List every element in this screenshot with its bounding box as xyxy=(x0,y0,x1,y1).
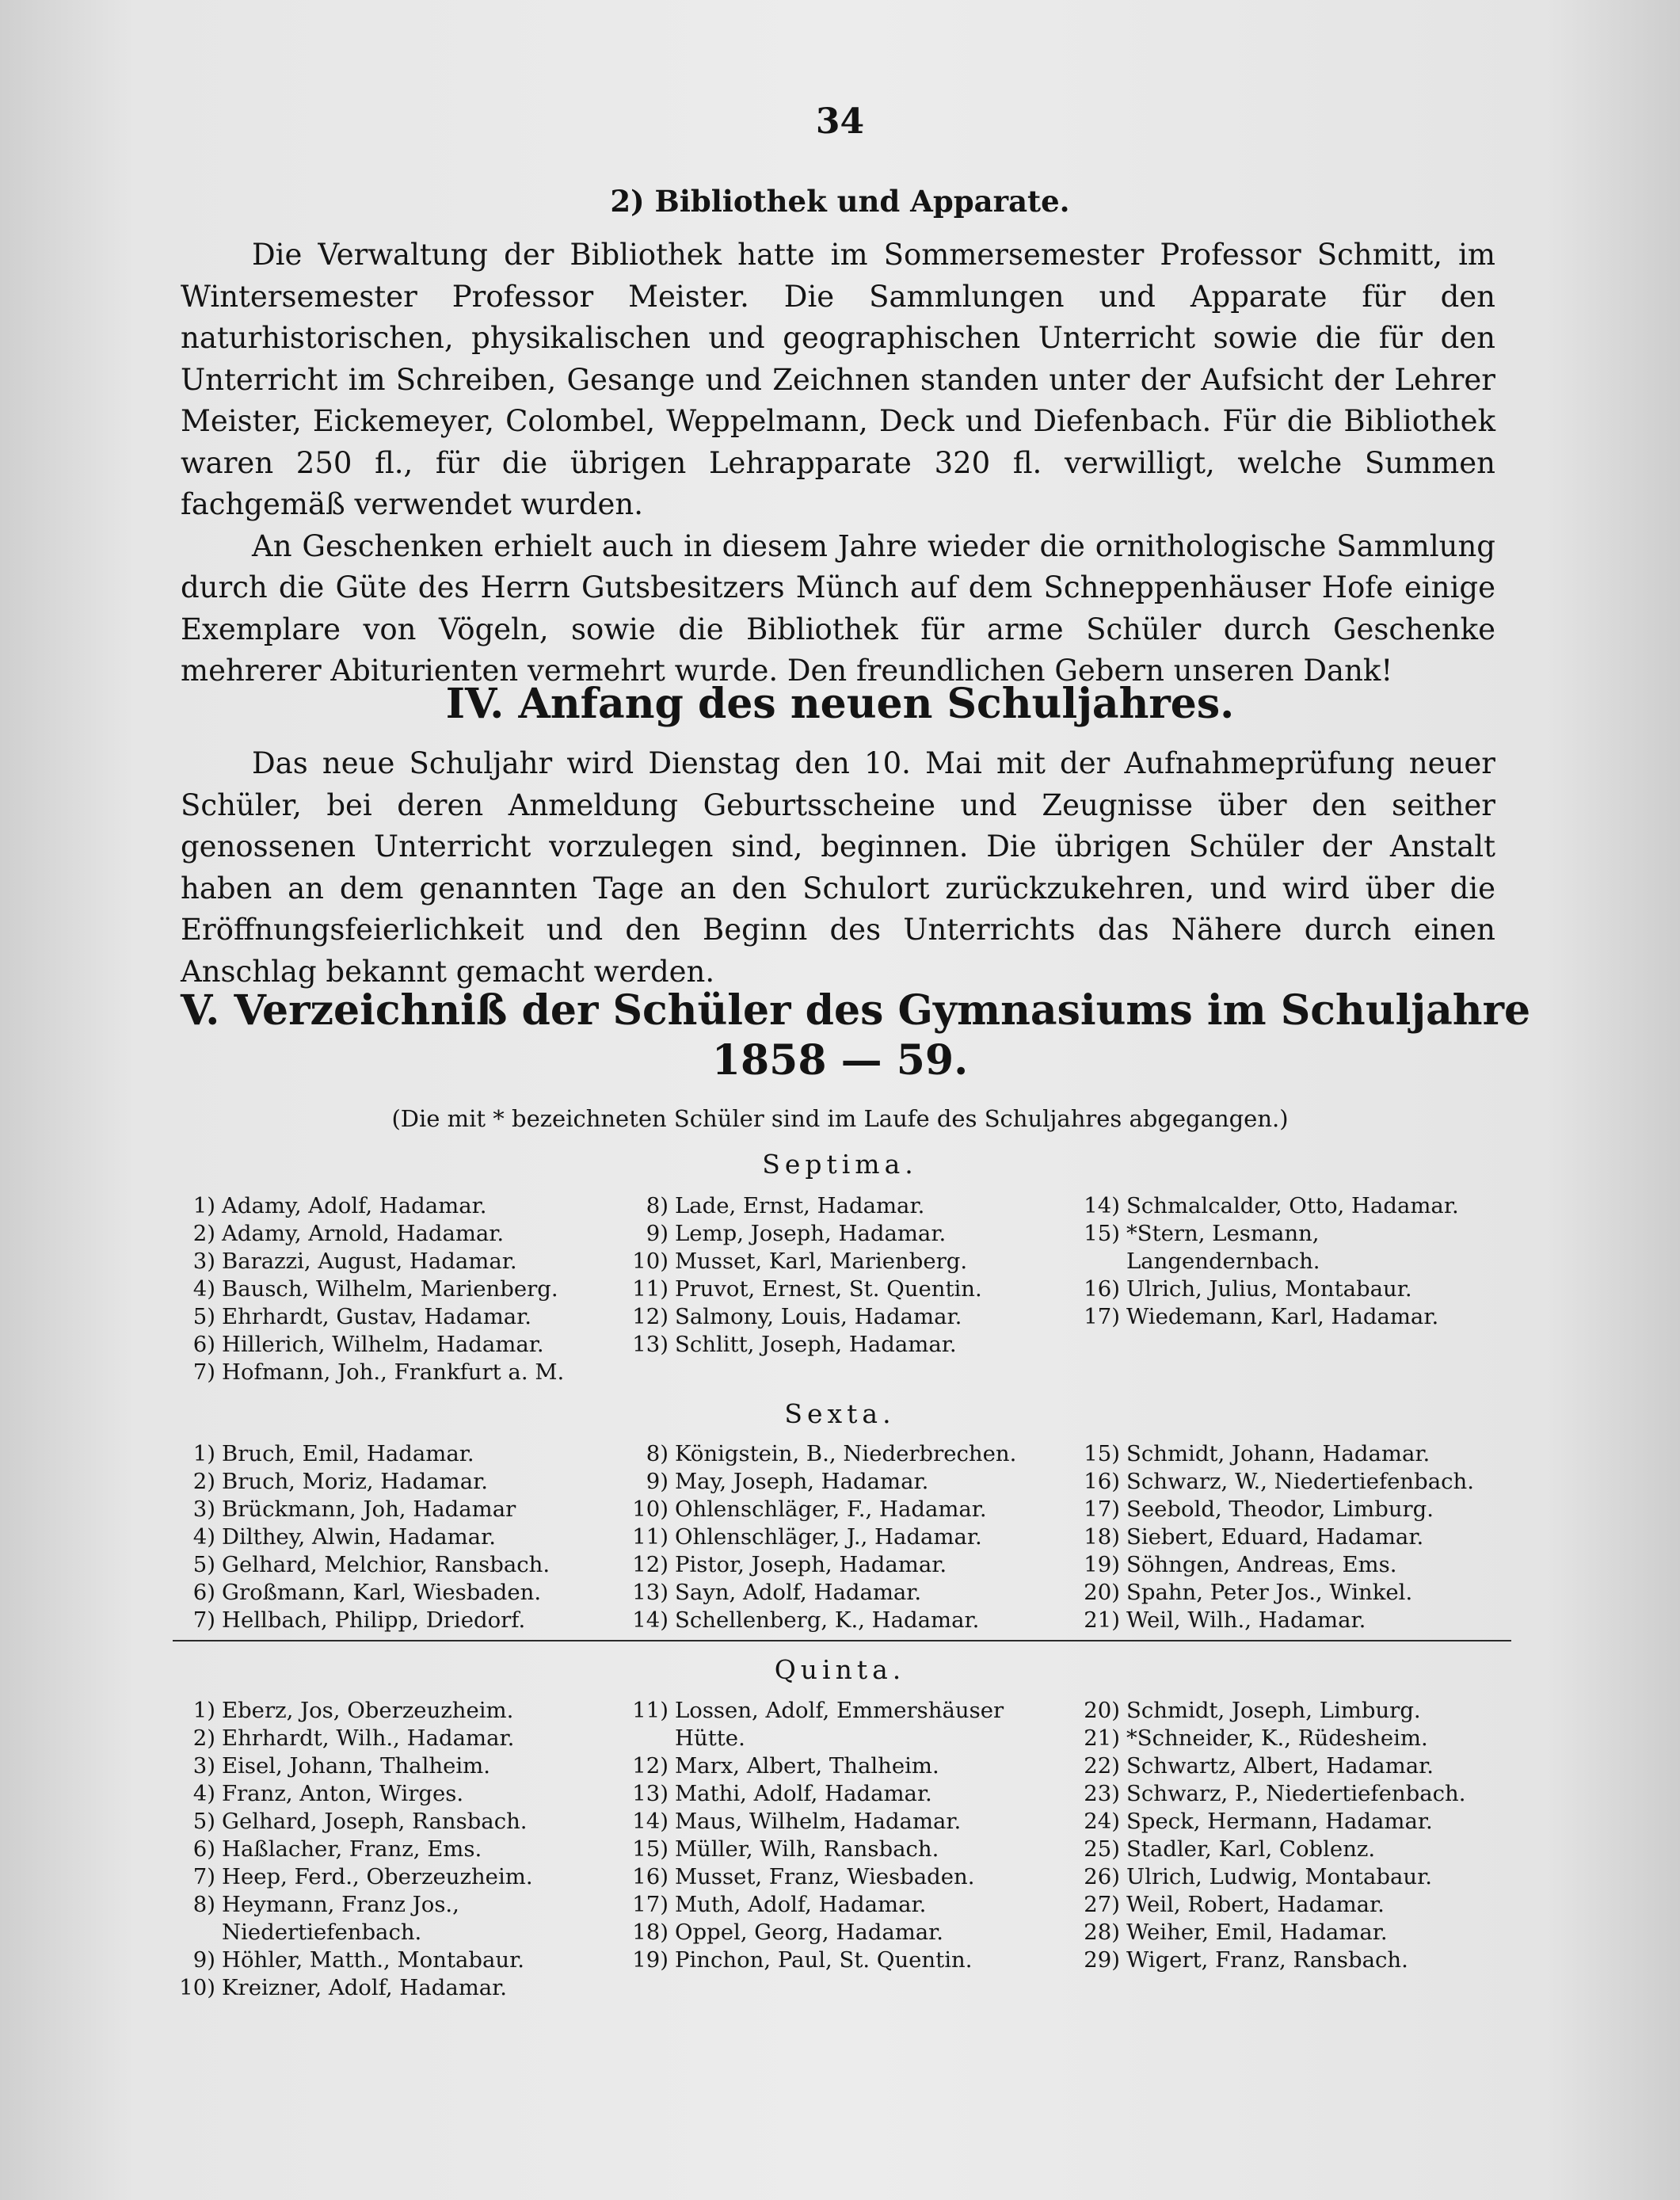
student-entry: 7) Hellbach, Philipp, Driedorf. xyxy=(192,1607,526,1633)
student-entry: 8) Lade, Ernst, Hadamar. xyxy=(646,1193,925,1218)
student-entry: 6) Haßlacher, Franz, Ems. xyxy=(192,1836,482,1862)
student-entry: 14) Schmalcalder, Otto, Hadamar. xyxy=(1084,1193,1459,1218)
student-entry: 13) Sayn, Adolf, Hadamar. xyxy=(632,1580,922,1605)
section-iv-text xyxy=(181,743,1495,993)
septima-col-1 xyxy=(173,1192,616,1386)
student-entry: 17) Muth, Adolf, Hadamar. xyxy=(632,1892,927,1917)
quinta-col-3 xyxy=(1077,1697,1505,1974)
sexta-col-1 xyxy=(173,1440,616,1634)
student-entry: 9) Lemp, Joseph, Hadamar. xyxy=(646,1221,947,1246)
student-entry: 4) Dilthey, Alwin, Hadamar. xyxy=(192,1524,496,1550)
student-entry: 24) Speck, Hermann, Hadamar. xyxy=(1084,1809,1433,1834)
student-entry: 16) Schwarz, W., Niedertiefenbach. xyxy=(1084,1469,1474,1494)
student-entry: 20) Schmidt, Joseph, Limburg. xyxy=(1084,1698,1421,1723)
class-title-sexta: Sexta. xyxy=(784,1398,896,1429)
student-entry: 21) *Schneider, K., Rüdesheim. xyxy=(1084,1725,1428,1751)
student-entry: 6) Hillerich, Wilhelm, Hadamar. xyxy=(192,1332,544,1357)
student-entry: 11) Ohlenschläger, J., Hadamar. xyxy=(632,1524,982,1550)
sexta-col-3 xyxy=(1077,1440,1505,1634)
student-entry: 20) Spahn, Peter Jos., Winkel. xyxy=(1084,1580,1413,1605)
library-text xyxy=(181,234,1495,692)
divider-rule xyxy=(173,1640,1511,1641)
student-entry: 5) Gelhard, Joseph, Ransbach. xyxy=(192,1809,528,1834)
student-entry: 12) Marx, Albert, Thalheim. xyxy=(632,1753,939,1779)
student-entry: 7) Hofmann, Joh., Frankfurt a. M. xyxy=(192,1359,565,1385)
student-entry: 8) Heymann, Franz Jos., Niedertiefenbach. xyxy=(192,1892,459,1945)
septima-col-3 xyxy=(1077,1192,1505,1331)
student-entry: 9) May, Joseph, Hadamar. xyxy=(646,1469,929,1494)
student-entry: 28) Weiher, Emil, Hadamar. xyxy=(1084,1920,1388,1945)
student-entry: 25) Stadler, Karl, Coblenz. xyxy=(1084,1836,1376,1862)
withdrawal-note: (Die mit * bezeichneten Schüler sind im Laufe des Schuljahres abgegangen.) xyxy=(391,1105,1289,1132)
library-paragraph-2: An Geschenken erhielt auch in diesem Jahre wieder die ornithologische Sammlung durch die Güte des Herrn Gutsbesitzers Münch auf dem Schneppenhäuser Hofe einige Exemplare von Vögeln, sowie die Bibliothek für arme Schüler durch Geschenke mehrerer Abiturienten vermehrt wurde. Den freundlichen Gebern unseren Dank! xyxy=(181,528,1495,688)
student-entry: 23) Schwarz, P., Niedertiefenbach. xyxy=(1084,1781,1466,1806)
student-entry: 16) Ulrich, Julius, Montabaur. xyxy=(1084,1276,1412,1302)
student-entry: 12) Salmony, Louis, Hadamar. xyxy=(632,1304,962,1329)
student-entry: 1) Adamy, Adolf, Hadamar. xyxy=(192,1193,487,1218)
section-iv-paragraph: Das neue Schuljahr wird Dienstag den 10. Mai mit der Aufnahmeprüfung neuer Schüler, bei deren Anmeldung Geburtsscheine und Zeugnisse über den seither genossenen Unterricht vorzulegen sind, beginnen. Die übrigen Schüler der Anstalt haben an dem genannten Tage an den Schulort zurückzukehren, und wird über die Eröffnungsfeierlichkeit und den Beginn des Unterrichts das Nähere durch einen Anschlag bekannt gemacht werden. xyxy=(181,746,1495,989)
student-entry: 8) Königstein, B., Niederbrechen. xyxy=(646,1441,1017,1466)
student-entry: 13) Schlitt, Joseph, Hadamar. xyxy=(632,1332,957,1357)
student-entry: 21) Weil, Wilh., Hadamar. xyxy=(1084,1607,1366,1633)
student-entry: 18) Siebert, Eduard, Hadamar. xyxy=(1084,1524,1424,1550)
library-paragraph-1: Die Verwaltung der Bibliothek hatte im Sommersemester Professor Schmitt, im Wintersemester Professor Meister. Die Sammlungen und Apparate für den naturhistorischen, physikalischen und geographischen Unterricht sowie die für den Unterricht im Schreiben, Gesange und Zeichnen standen unter der Aufsicht der Lehrer Meister, Eickemeyer, Colombel, Weppelmann, Deck und Diefenbach. Für die Bibliothek waren 250 fl., für die übrigen Lehrapparate 320 fl. verwilligt, welche Summen fachgemäß verwendet wurden. xyxy=(181,238,1495,521)
student-entry: 13) Mathi, Adolf, Hadamar. xyxy=(632,1781,932,1806)
student-entry: 4) Franz, Anton, Wirges. xyxy=(192,1781,464,1806)
page-number: 34 xyxy=(815,101,865,142)
student-entry: 5) Ehrhardt, Gustav, Hadamar. xyxy=(192,1304,532,1329)
student-entry: 12) Pistor, Joseph, Hadamar. xyxy=(632,1552,947,1577)
section-iv-heading: IV. Anfang des neuen Schuljahres. xyxy=(445,680,1235,728)
section-v-year: 1858 — 59. xyxy=(711,1036,969,1085)
student-entry: 2) Ehrhardt, Wilh., Hadamar. xyxy=(192,1725,515,1751)
student-entry: 15) Müller, Wilh, Ransbach. xyxy=(632,1836,939,1862)
student-entry: 4) Bausch, Wilhelm, Marienberg. xyxy=(192,1276,558,1302)
student-entry: 3) Eisel, Johann, Thalheim. xyxy=(192,1753,490,1779)
student-entry: 16) Musset, Franz, Wiesbaden. xyxy=(632,1864,975,1889)
septima-col-2 xyxy=(626,1192,1069,1359)
student-entry: 6) Großmann, Karl, Wiesbaden. xyxy=(192,1580,542,1605)
student-entry: 15) Schmidt, Johann, Hadamar. xyxy=(1084,1441,1430,1466)
quinta-col-1 xyxy=(173,1697,616,2002)
student-entry: 2) Adamy, Arnold, Hadamar. xyxy=(192,1221,505,1246)
class-title-septima: Septima. xyxy=(762,1149,918,1180)
student-entry: 7) Heep, Ferd., Oberzeuzheim. xyxy=(192,1864,533,1889)
student-entry: 11) Lossen, Adolf, Emmershäuser Hütte. xyxy=(632,1698,1004,1751)
sexta-col-2 xyxy=(626,1440,1069,1634)
quinta-col-2 xyxy=(626,1697,1053,1974)
student-entry: 19) Söhngen, Andreas, Ems. xyxy=(1084,1552,1397,1577)
student-entry: 29) Wigert, Franz, Ransbach. xyxy=(1084,1947,1408,1973)
student-entry: 5) Gelhard, Melchior, Ransbach. xyxy=(192,1552,550,1577)
student-entry: 15) *Stern, Lesmann, Langendernbach. xyxy=(1084,1221,1320,1274)
student-entry: 2) Bruch, Moriz, Hadamar. xyxy=(192,1469,489,1494)
student-entry: 11) Pruvot, Ernest, St. Quentin. xyxy=(632,1276,982,1302)
student-entry: 14) Schellenberg, K., Hadamar. xyxy=(632,1607,980,1633)
student-entry: 3) Barazzi, August, Hadamar. xyxy=(192,1249,517,1274)
class-title-quinta: Quinta. xyxy=(774,1654,906,1685)
student-entry: 9) Höhler, Matth., Montabaur. xyxy=(192,1947,524,1973)
student-entry: 10) Ohlenschläger, F., Hadamar. xyxy=(632,1497,987,1522)
student-entry: 14) Maus, Wilhelm, Hadamar. xyxy=(632,1809,962,1834)
student-entry: 18) Oppel, Georg, Hadamar. xyxy=(632,1920,944,1945)
student-entry: 1) Eberz, Jos, Oberzeuzheim. xyxy=(192,1698,514,1723)
student-entry: 17) Wiedemann, Karl, Hadamar. xyxy=(1084,1304,1439,1329)
student-entry: 19) Pinchon, Paul, St. Quentin. xyxy=(632,1947,973,1973)
student-entry: 17) Seebold, Theodor, Limburg. xyxy=(1084,1497,1434,1522)
library-heading: 2) Bibliothek und Apparate. xyxy=(610,184,1070,219)
student-entry: 26) Ulrich, Ludwig, Montabaur. xyxy=(1084,1864,1432,1889)
student-entry: 22) Schwartz, Albert, Hadamar. xyxy=(1084,1753,1434,1779)
student-entry: 1) Bruch, Emil, Hadamar. xyxy=(192,1441,474,1466)
student-entry: 10) Musset, Karl, Marienberg. xyxy=(632,1249,968,1274)
section-v-heading: V. Verzeichniß der Schüler des Gymnasiums im Schuljahre xyxy=(181,986,1531,1035)
student-entry: 10) Kreizner, Adolf, Hadamar. xyxy=(179,1975,508,2000)
student-entry: 27) Weil, Robert, Hadamar. xyxy=(1084,1892,1385,1917)
student-entry: 3) Brückmann, Joh, Hadamar xyxy=(192,1497,516,1522)
